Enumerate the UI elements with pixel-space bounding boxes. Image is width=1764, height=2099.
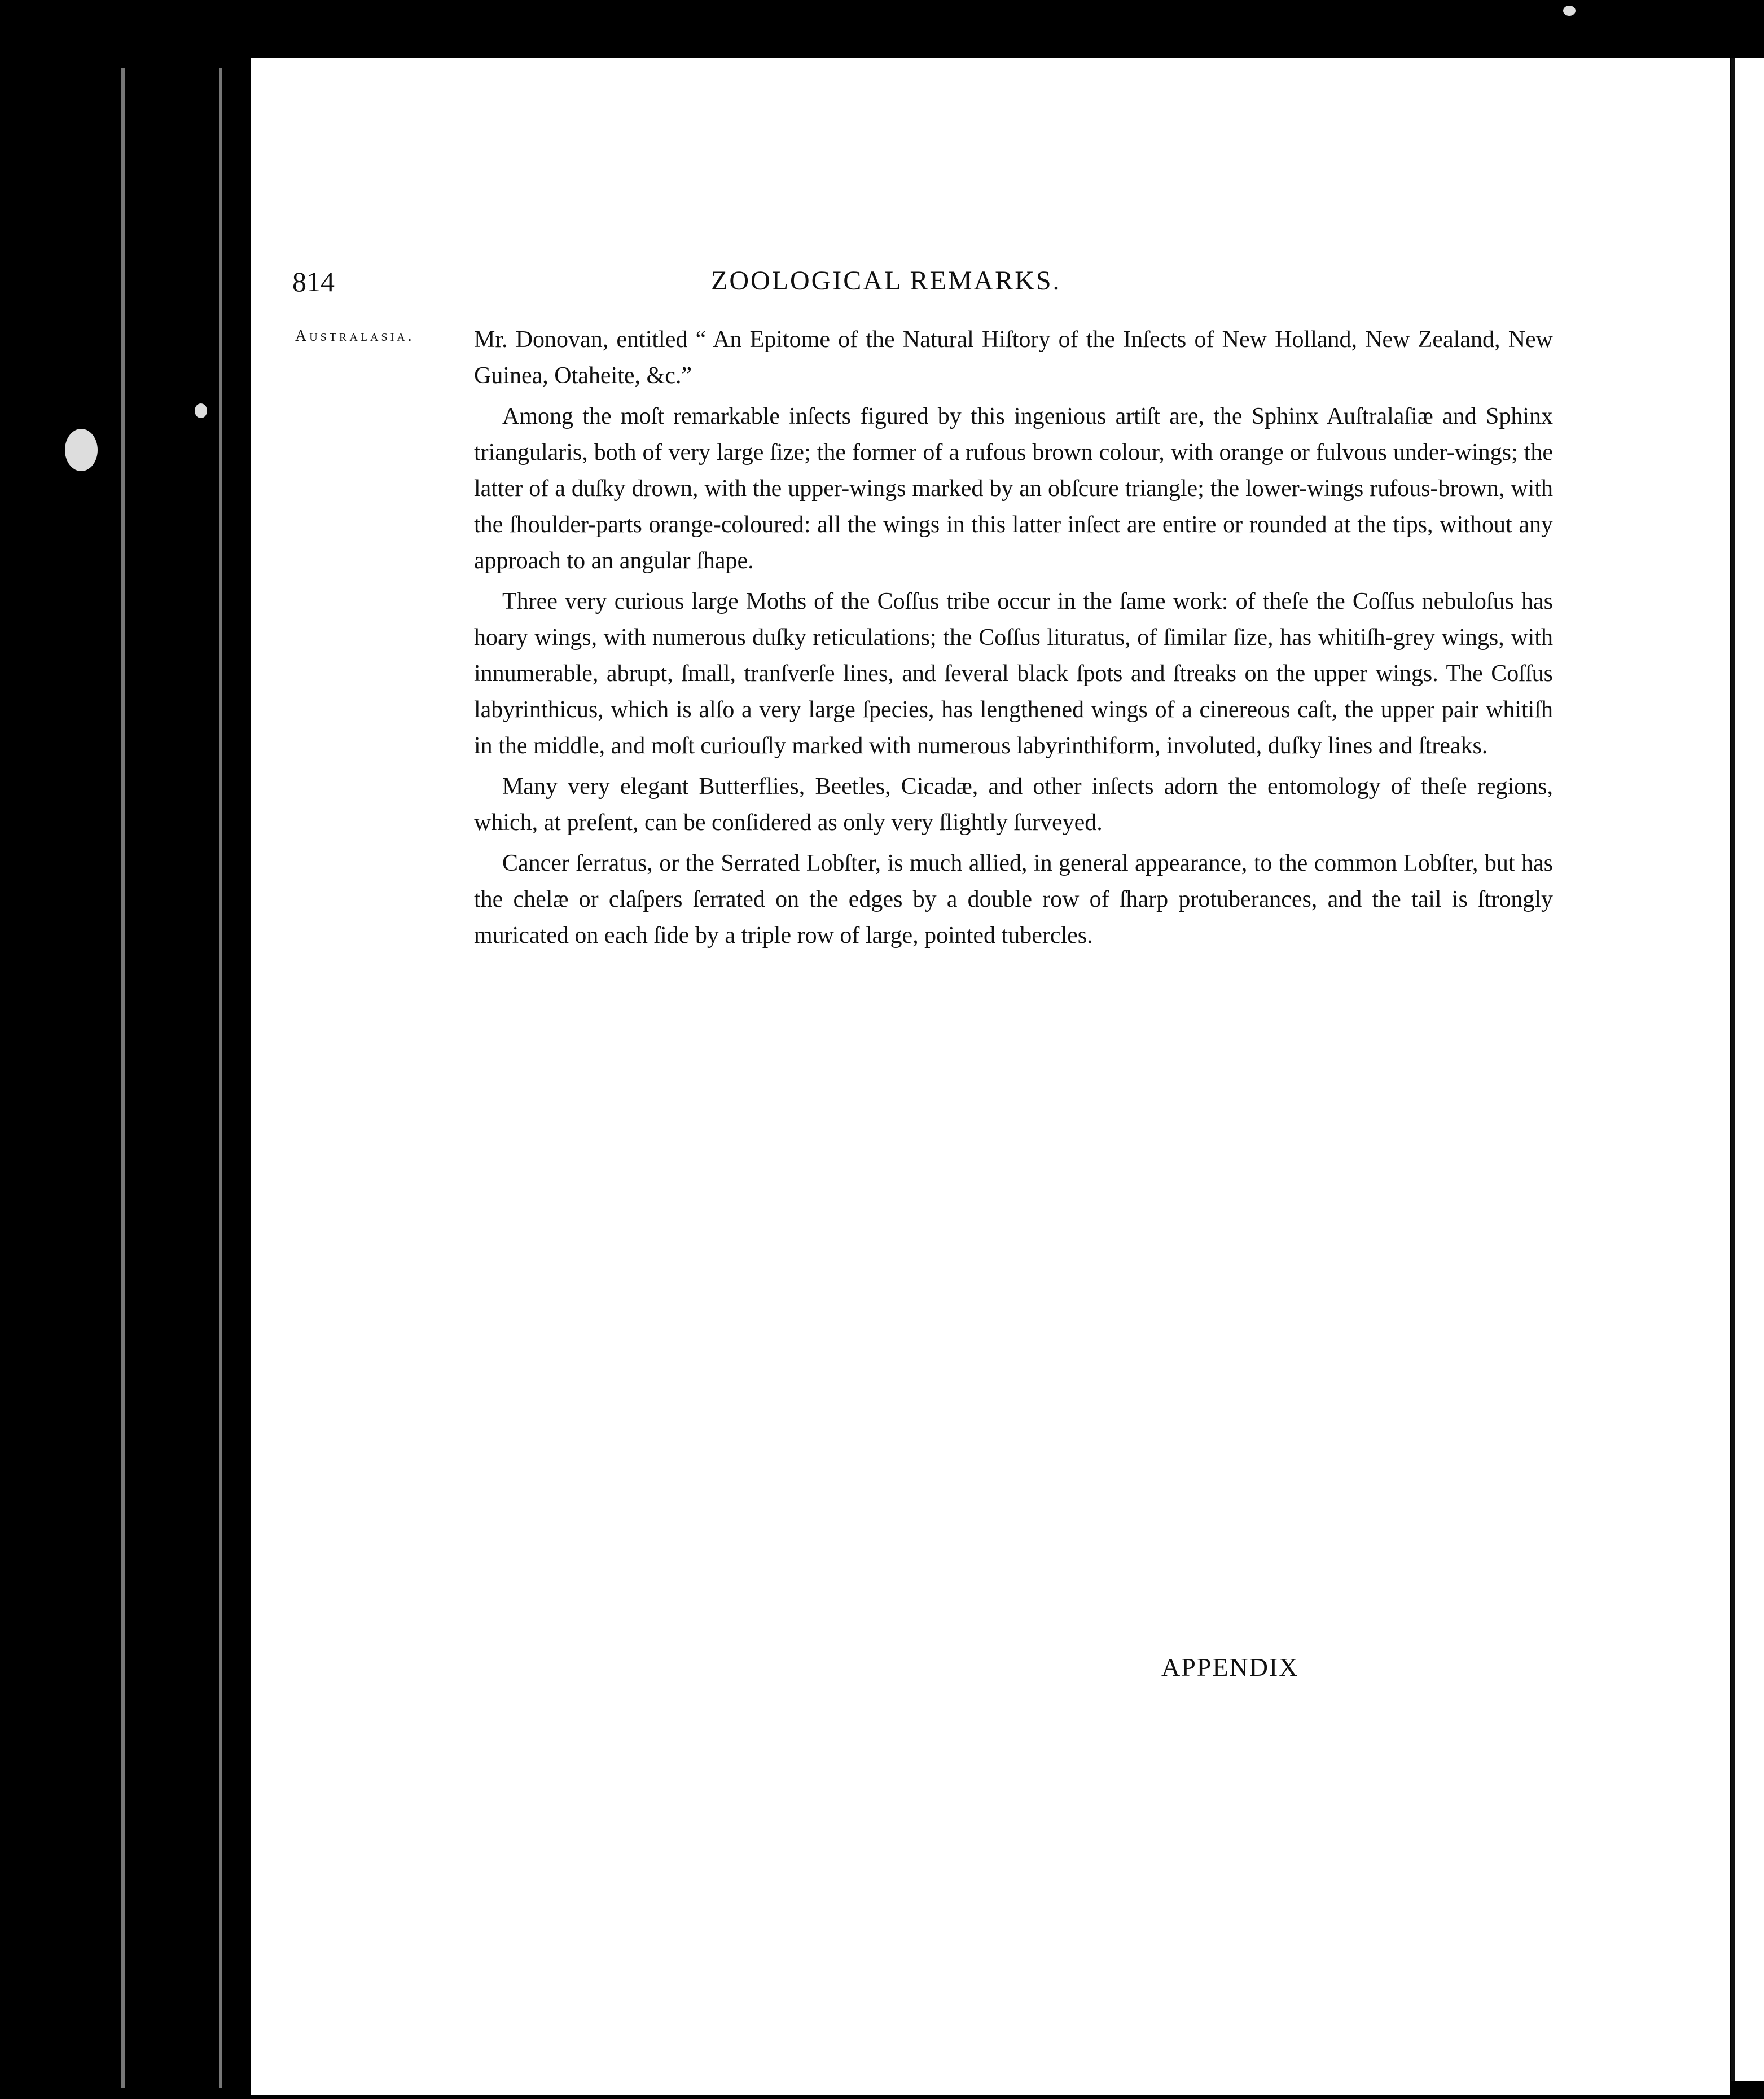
body-text bbox=[474, 322, 1553, 958]
running-head bbox=[0, 265, 1764, 299]
binding-strip-left bbox=[121, 68, 125, 2088]
paragraph: Three very curious large Moths of the Coſſus tribe occur in the ſame work: of theſe the Coſſus nebuloſus has hoary wings, with numerous duſky reticulations; the Coſſus lituratus, of ſimilar ſize, has whitiſh-grey wings, with innumerable, abrupt, ſmall, tranſverſe lines, and ſeveral black ſpots and ſtreaks on the upper wings. The Coſſus labyrinthicus, which is alſo a very large ſpecies, has lengthened wings of a cinereous caſt, the upper pair whitiſh in the middle, and moſt curiouſly marked with numerous labyrinthiform, involuted, duſky lines and ſtreaks. bbox=[474, 589, 1553, 759]
catchword: APPENDIX bbox=[1161, 1653, 1299, 1681]
binding-strip-right bbox=[219, 68, 222, 2088]
margin-speck bbox=[195, 403, 207, 418]
page-number: 814 bbox=[292, 266, 335, 297]
paragraph: Mr. Donovan, entitled “ An Epitome of the Natural Hiſtory of the Inſects of New Holland, New Zealand, New Guinea, Otaheite, &c.” bbox=[474, 327, 1553, 389]
paragraph: Many very elegant Butterflies, Beetles, Cicadæ, and other inſects adorn the entomology of theſe regions, which, at preſent, can be conſidered as only very ſlightly ſurveyed. bbox=[474, 774, 1553, 836]
next-page-edge bbox=[1731, 58, 1764, 2081]
margin-speck bbox=[1563, 6, 1576, 16]
margin-speck bbox=[65, 429, 98, 471]
marginal-note: Australasia. bbox=[295, 327, 415, 345]
paragraph: Cancer ſerratus, or the Serrated Lobſter, is much allied, in general appearance, to the common Lobſter, but has the chelæ or claſpers ſerrated on the edges by a double row of ſharp protuberances, and the tail is ſtrongly muricated on each ſide by a triple row of large, pointed tubercles. bbox=[474, 850, 1553, 948]
paragraph: Among the moſt remarkable inſects figured by this ingenious artiſt are, the Sphinx Auſtralaſiæ and Sphinx triangularis, both of very large ſize; the former of a rufous brown colour, with orange or fulvous under-wings; the latter of a duſky drown, with the upper-wings marked by an obſcure triangle; the lower-wings rufous-brown, with the ſhoulder-parts orange-coloured: all the wings in this latter inſect are entire or rounded at the tips, without any approach to an angular ſhape. bbox=[474, 403, 1553, 574]
running-title: ZOOLOGICAL REMARKS. bbox=[711, 266, 1061, 296]
